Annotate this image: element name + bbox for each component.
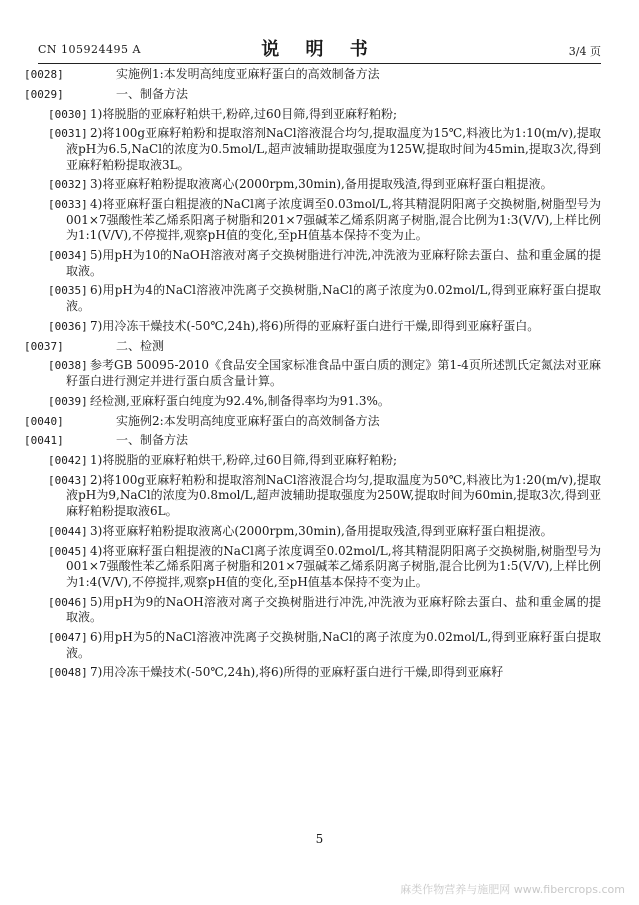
paragraph	[24, 338, 601, 355]
paragraph-number: [0032]	[48, 178, 88, 192]
paragraph	[48, 472, 601, 520]
paragraph	[48, 523, 601, 540]
paragraph	[24, 67, 601, 83]
header-divider	[38, 63, 601, 64]
paragraph-text: 一、制备方法	[116, 86, 189, 101]
paragraph-text: 4)将亚麻籽蛋白粗提液的NaCl离子浓度调至0.02mol/L,将其精混阴阳离子交换树脂,树脂型号为001×7强酸性苯乙烯系阳离子树脂和201×7强碱苯乙烯系阴离子树脂,混合比例为1:5(V/V),上样比例为1:4(V/V),不停搅拌,观察pH值的变化,至pH值基本保持不变为止。	[66, 543, 601, 589]
paragraph-number: [0030]	[48, 107, 88, 121]
paragraph	[24, 433, 601, 449]
paragraph-text: 2)将100g亚麻籽粕粉和提取溶剂NaCl溶液混合均匀,提取温度为15℃,料液比为1:10(m/v),提取液pH为6.5,NaCl的浓度为0.5mol/L,超声波辅助提取强度为125W,提取时间为45min,提取3次,得到亚麻籽粕粉提取液3L。	[66, 126, 601, 172]
paragraph	[48, 248, 601, 279]
paragraph	[48, 177, 601, 193]
paragraph-text: 7)用冷冻干燥技术(-50℃,24h),将6)所得的亚麻籽蛋白进行干燥,即得到亚麻籽	[90, 665, 504, 680]
paragraph-text: 二、检测	[116, 338, 165, 353]
paragraph	[48, 665, 601, 681]
paragraph	[48, 358, 601, 389]
paragraph-text: 6)用pH为5的NaCl溶液冲洗离子交换树脂,NaCl的离子浓度为0.02mol/L,得到亚麻籽蛋白提取液。	[66, 629, 601, 660]
paragraph	[48, 197, 601, 244]
paragraph	[48, 283, 601, 314]
paragraph-text: 3)将亚麻籽粕粉提取液离心(2000rpm,30min),备用提取残渣,得到亚麻籽蛋白粗提液。	[90, 523, 553, 538]
page-header	[38, 35, 601, 61]
watermark: 麻类作物营养与施肥网 www.fibercrops.com	[400, 883, 625, 896]
paragraph-text: 5)用pH为10的NaOH溶液对离子交换树脂进行冲洗,冲洗液为亚麻籽除去蛋白、盐和重金属的提取液。	[66, 248, 601, 278]
paragraph-number: [0040]	[24, 414, 64, 428]
paragraph-text: 4)将亚麻籽蛋白粗提液的NaCl离子浓度调至0.03mol/L,将其精混阴阳离子交换树脂,树脂型号为001×7强酸性苯乙烯系阳离子树脂和201×7强碱苯乙烯系阴离子树脂,混合比例为1:3(V/V),上样比例为1:1(V/V),不停搅拌,观察pH值的变化,至pH值基本保持不变为止。	[66, 197, 601, 243]
paragraph-text: 1)将脱脂的亚麻籽粕烘干,粉碎,过60目筛,得到亚麻籽粕粉;	[90, 106, 398, 121]
paragraph-text: 7)用冷冻干燥技术(-50℃,24h),将6)所得的亚麻籽蛋白进行干燥,即得到亚麻籽蛋白。	[90, 318, 540, 333]
page-number: 5	[315, 832, 324, 846]
paragraph	[48, 318, 601, 335]
paragraph-text: 实施例1:本发明高纯度亚麻籽蛋白的高效制备方法	[116, 67, 380, 81]
paragraph	[48, 543, 601, 591]
paragraph-number: [0033]	[48, 198, 88, 212]
paragraph-number: [0029]	[24, 87, 64, 101]
patent-number: CN 105924495 A	[38, 43, 141, 56]
paragraph-number: [0043]	[48, 473, 88, 487]
paragraph-number: [0039]	[48, 394, 88, 408]
paragraph-number: [0045]	[48, 544, 88, 558]
paragraph-number: [0031]	[48, 127, 88, 141]
paragraph-text: 6)用pH为4的NaCl溶液冲洗离子交换树脂,NaCl的离子浓度为0.02mol/L,得到亚麻籽蛋白提取液。	[66, 283, 601, 314]
paragraph-number: [0038]	[48, 359, 88, 373]
paragraph-number: [0048]	[48, 666, 88, 680]
paragraph-text: 经检测,亚麻籽蛋白纯度为92.4%,制备得率均为91.3%。	[90, 393, 390, 408]
paragraph-number: [0037]	[24, 339, 64, 353]
paragraph	[48, 453, 601, 469]
paragraph-number: [0035]	[48, 284, 88, 298]
paragraph	[48, 629, 601, 661]
paragraph-number: [0046]	[48, 595, 88, 609]
paragraph-text: 3)将亚麻籽粕粉提取液离心(2000rpm,30min),备用提取残渣,得到亚麻籽蛋白粗提液。	[90, 177, 553, 192]
paragraph-number: [0036]	[48, 319, 88, 333]
document-body	[24, 67, 601, 685]
paragraph-number: [0047]	[48, 630, 88, 644]
paragraph-number: [0028]	[24, 68, 64, 81]
paragraph-text: 2)将100g亚麻籽粕粉和提取溶剂NaCl溶液混合均匀,提取温度为50℃,料液比为1:20(m/v),提取液pH为9,NaCl的浓度为0.8mol/L,超声波辅助提取强度为250W,提取时间为60min,提取3次,得到亚麻籽粕粉提取液6L。	[66, 472, 601, 519]
paragraph	[48, 594, 601, 626]
paragraph-number: [0044]	[48, 524, 88, 538]
page-indicator: 3/4 页	[568, 45, 601, 58]
paragraph-text: 参考GB 50095-2010《食品安全国家标准食品中蛋白质的测定》第1-4页所述凯氏定氮法对亚麻籽蛋白进行测定并进行蛋白质含量计算。	[66, 358, 601, 388]
page-title: 说 明 书	[261, 39, 378, 60]
paragraph-text: 一、制备方法	[116, 433, 189, 448]
paragraph-text: 1)将脱脂的亚麻籽粕烘干,粉碎,过60目筛,得到亚麻籽粕粉;	[90, 453, 398, 468]
paragraph	[48, 106, 601, 123]
paragraph	[24, 413, 601, 430]
paragraph-number: [0034]	[48, 249, 88, 263]
paragraph-number: [0042]	[48, 454, 88, 468]
paragraph	[48, 126, 601, 173]
paragraph	[24, 86, 601, 103]
paragraph	[48, 393, 601, 410]
paragraph-text: 5)用pH为9的NaOH溶液对离子交换树脂进行冲洗,冲洗液为亚麻籽除去蛋白、盐和重金属的提取液。	[66, 594, 601, 625]
paragraph-text: 实施例2:本发明高纯度亚麻籽蛋白的高效制备方法	[116, 413, 380, 428]
paragraph-number: [0041]	[24, 434, 64, 448]
